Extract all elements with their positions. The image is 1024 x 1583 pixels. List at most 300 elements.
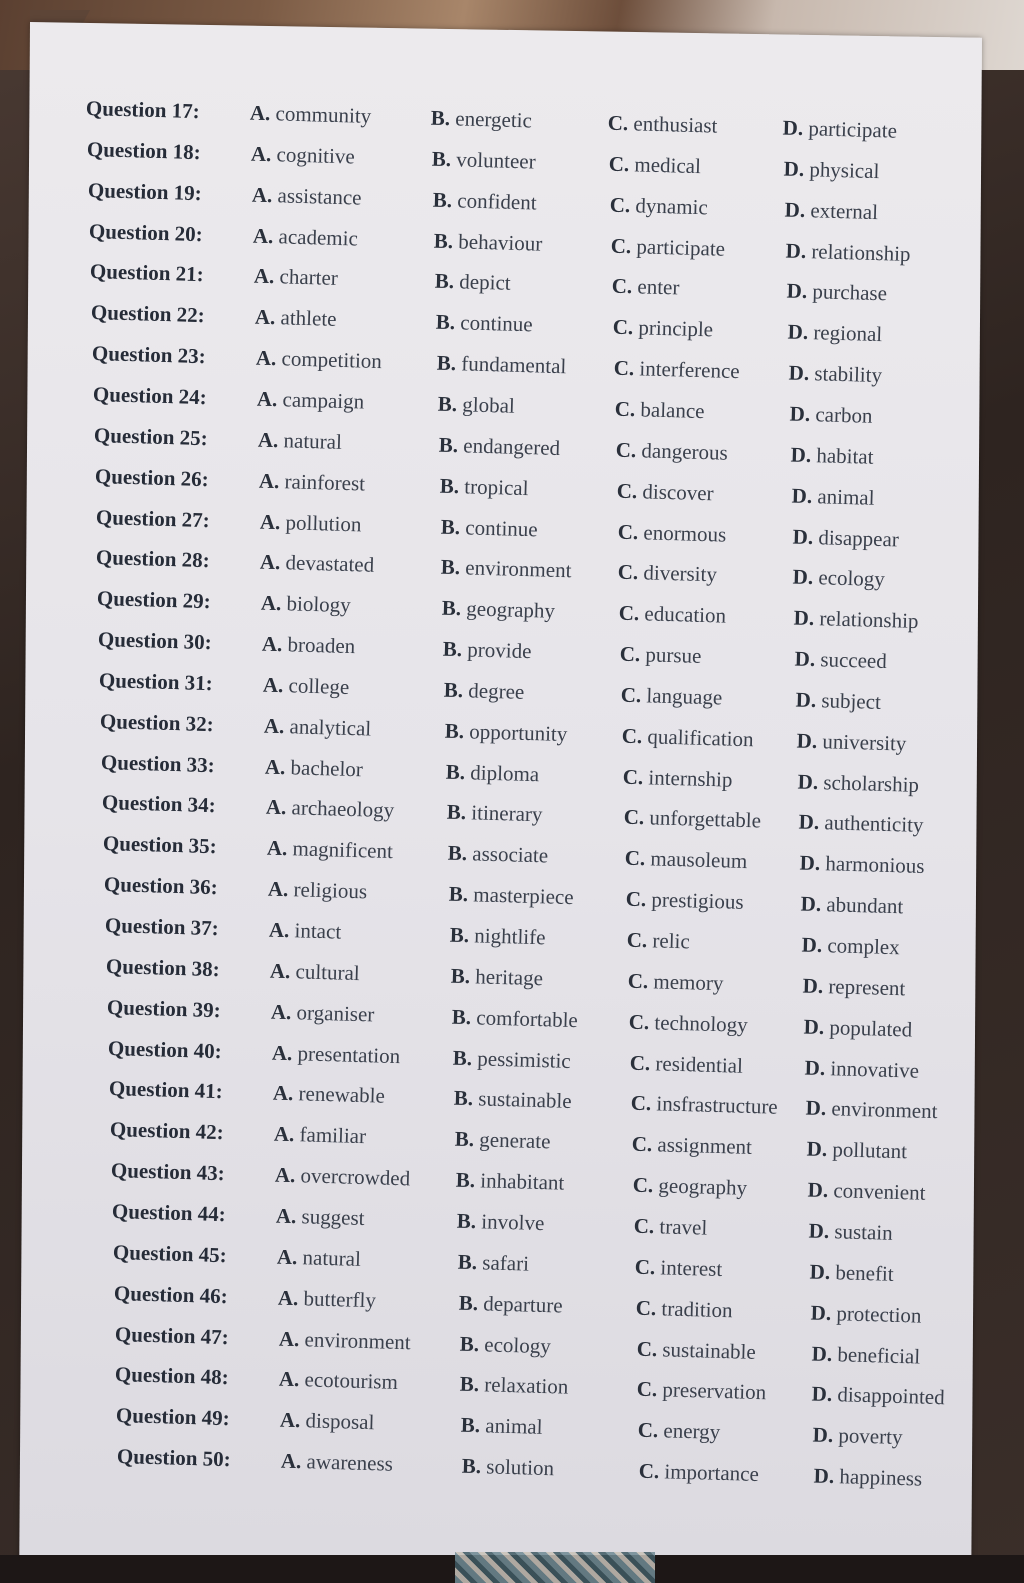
option-letter: B. <box>440 555 461 580</box>
option-c <box>639 1455 760 1490</box>
option-b <box>439 469 529 503</box>
option-letter: D. <box>797 769 819 794</box>
option-d <box>784 193 878 228</box>
option-word: broaden <box>287 632 356 659</box>
option-letter: D. <box>809 1300 832 1325</box>
question-label: Question 44: <box>111 1198 226 1227</box>
option-word: itinerary <box>471 800 543 827</box>
option-b <box>451 1000 578 1036</box>
option-word: natural <box>301 1245 361 1271</box>
option-letter: B. <box>440 514 460 539</box>
option-word: enormous <box>642 519 727 547</box>
option-letter: C. <box>632 1172 654 1198</box>
option-c <box>638 1414 721 1448</box>
option-a <box>269 954 360 989</box>
option-letter: A. <box>267 876 289 902</box>
option-word: pursue <box>645 642 703 668</box>
option-a <box>253 260 338 294</box>
option-letter: B. <box>449 922 470 948</box>
question-label: Question 48: <box>115 1362 230 1390</box>
option-letter: A. <box>272 1080 294 1106</box>
option-word: awareness <box>306 1449 394 1476</box>
option-word: innovative <box>829 1055 920 1083</box>
option-c <box>607 107 718 142</box>
option-c <box>630 1087 778 1123</box>
option-letter: C. <box>620 682 642 708</box>
option-word: rainforest <box>283 468 365 496</box>
option-c <box>627 964 724 999</box>
option-d <box>806 1133 907 1168</box>
option-letter: B. <box>446 800 467 825</box>
option-c <box>616 474 714 509</box>
option-word: participate <box>635 233 726 261</box>
option-word: fundamental <box>460 351 567 379</box>
question-label: Question 49: <box>116 1403 231 1431</box>
option-word: ecology <box>818 565 886 592</box>
option-word: degree <box>468 678 525 704</box>
option-word: campaign <box>281 387 365 414</box>
option-letter: A. <box>280 1448 303 1474</box>
option-letter: D. <box>785 238 807 263</box>
option-word: education <box>644 601 727 628</box>
option-b <box>443 633 533 667</box>
option-d <box>801 929 900 964</box>
option-word: memory <box>653 969 724 996</box>
option-b <box>453 1082 572 1117</box>
option-letter: D. <box>788 360 810 386</box>
option-word: balance <box>639 397 705 424</box>
option-word: bachelor <box>290 754 364 781</box>
option-b <box>448 878 574 913</box>
option-c <box>608 147 701 182</box>
option-word: natural <box>282 428 342 454</box>
question-label: Question 45: <box>112 1239 227 1267</box>
option-b <box>435 306 533 341</box>
option-word: confident <box>456 188 537 215</box>
question-label: Question 18: <box>86 136 201 165</box>
option-word: involve <box>480 1209 545 1236</box>
option-letter: A. <box>254 304 276 330</box>
option-d <box>813 1419 904 1454</box>
option-letter: A. <box>268 917 290 943</box>
option-letter: C. <box>610 233 632 258</box>
option-letter: A. <box>255 345 277 371</box>
option-letter: C. <box>629 1050 651 1075</box>
option-word: athlete <box>280 305 337 332</box>
option-letter: D. <box>813 1463 835 1489</box>
option-word: complex <box>827 933 901 960</box>
option-letter: C. <box>623 805 645 830</box>
option-word: environment <box>303 1326 411 1354</box>
option-c <box>617 515 726 550</box>
option-b <box>448 837 549 872</box>
option-letter: C. <box>616 519 639 544</box>
option-b <box>434 265 511 299</box>
option-a <box>258 464 365 499</box>
option-letter: C. <box>626 927 648 953</box>
option-a <box>254 301 337 335</box>
option-letter: A. <box>276 1244 298 1269</box>
option-word: suggest <box>300 1204 365 1231</box>
option-word: cognitive <box>276 142 355 169</box>
option-a <box>274 1159 410 1195</box>
option-word: technology <box>654 1010 748 1037</box>
option-letter: A. <box>251 182 273 207</box>
option-letter: C. <box>624 845 646 871</box>
option-word: provide <box>467 637 533 664</box>
question-label: Question 31: <box>98 667 214 696</box>
option-letter: A. <box>262 672 284 698</box>
option-word: disappointed <box>837 1382 946 1410</box>
option-word: assistance <box>277 183 362 210</box>
option-letter: A. <box>279 1407 302 1433</box>
option-word: environment <box>465 555 573 583</box>
option-word: habitat <box>815 443 874 469</box>
option-d <box>805 1092 938 1128</box>
question-label: Question 29: <box>97 586 212 614</box>
option-word: ecotourism <box>304 1367 399 1395</box>
option-letter: D. <box>810 1341 832 1366</box>
option-d <box>782 112 897 147</box>
option-a <box>267 832 394 868</box>
option-a <box>256 383 364 418</box>
option-b <box>431 143 536 178</box>
option-word: animal <box>485 1413 544 1440</box>
option-letter: D. <box>803 1014 825 1039</box>
option-c <box>615 433 728 468</box>
option-word: butterfly <box>302 1285 376 1312</box>
question-label: Question 32: <box>99 708 215 736</box>
option-d <box>803 1010 912 1045</box>
option-letter: D. <box>790 483 813 508</box>
option-letter: A. <box>261 631 284 657</box>
option-d <box>812 1378 946 1414</box>
option-letter: D. <box>786 278 808 304</box>
option-letter: B. <box>447 840 468 866</box>
option-b <box>436 347 566 383</box>
option-letter: B. <box>436 350 457 376</box>
option-a <box>262 628 356 663</box>
option-letter: D. <box>808 1259 831 1284</box>
option-letter: C. <box>637 1417 659 1443</box>
option-letter: A. <box>277 1285 299 1310</box>
option-letter: D. <box>792 564 814 590</box>
option-b <box>460 1368 569 1403</box>
option-letter: A. <box>265 795 287 820</box>
option-letter: A. <box>269 958 291 984</box>
option-word: biology <box>286 591 352 618</box>
option-b <box>430 102 532 137</box>
option-letter: A. <box>263 713 285 738</box>
option-b <box>459 1327 551 1362</box>
option-word: sustain <box>833 1219 893 1245</box>
question-label: Question 42: <box>109 1117 224 1145</box>
option-d <box>787 316 882 351</box>
option-word: assignment <box>656 1132 753 1160</box>
option-letter: D. <box>796 728 818 753</box>
option-c <box>624 842 747 877</box>
option-word: benefit <box>834 1260 894 1286</box>
option-b <box>447 796 544 831</box>
option-letter: B. <box>454 1126 475 1152</box>
option-word: travel <box>658 1214 708 1240</box>
option-word: behaviour <box>457 228 543 256</box>
option-a <box>279 1363 399 1398</box>
option-letter: C. <box>607 110 629 136</box>
option-word: happiness <box>839 1464 923 1491</box>
option-d <box>808 1214 893 1248</box>
option-a <box>255 342 382 378</box>
option-word: abundant <box>826 892 904 919</box>
option-d <box>814 1460 923 1495</box>
option-letter: D. <box>807 1177 829 1203</box>
question-label: Question 43: <box>110 1158 225 1186</box>
option-d <box>790 438 874 472</box>
option-letter: C. <box>635 1295 657 1320</box>
option-a <box>276 1240 361 1274</box>
option-d <box>797 724 908 759</box>
option-word: interest <box>659 1255 723 1281</box>
option-d <box>802 969 905 1004</box>
option-letter: C. <box>612 314 634 340</box>
option-a <box>252 219 358 254</box>
option-letter: D. <box>789 442 812 467</box>
question-label: Question 50: <box>117 1444 232 1472</box>
option-word: continue <box>464 514 538 541</box>
option-letter: B. <box>443 677 464 703</box>
option-b <box>461 1409 544 1443</box>
option-b <box>445 714 568 749</box>
option-letter: A. <box>273 1121 295 1147</box>
option-letter: D. <box>795 687 817 712</box>
option-b <box>438 428 560 463</box>
option-word: internship <box>648 764 733 792</box>
option-word: insfrastructure <box>655 1091 778 1120</box>
option-b <box>446 755 540 790</box>
option-word: tropical <box>463 473 529 500</box>
option-word: dynamic <box>635 193 708 220</box>
option-letter: D. <box>794 646 816 672</box>
question-label: Question 41: <box>108 1076 223 1104</box>
option-letter: A. <box>249 100 271 126</box>
option-word: magnificent <box>292 836 394 864</box>
option-letter: C. <box>625 886 647 912</box>
option-word: presentation <box>297 1040 401 1068</box>
option-letter: D. <box>802 973 824 998</box>
option-d <box>794 602 920 637</box>
option-letter: A. <box>264 754 286 779</box>
option-a <box>268 914 341 948</box>
option-letter: C. <box>618 600 640 626</box>
option-word: relationship <box>819 606 920 634</box>
option-d <box>809 1255 894 1289</box>
option-letter: B. <box>459 1372 480 1397</box>
option-d <box>788 357 882 392</box>
option-letter: C. <box>622 764 644 789</box>
option-word: solution <box>486 1454 555 1481</box>
option-word: volunteer <box>455 147 536 174</box>
option-word: associate <box>472 841 549 868</box>
option-c <box>623 760 734 795</box>
option-letter: B. <box>434 269 455 294</box>
question-label: Question 38: <box>105 953 220 982</box>
option-word: heritage <box>474 964 544 991</box>
option-letter: A. <box>260 590 283 616</box>
option-word: organiser <box>296 1000 375 1027</box>
option-word: nightlife <box>474 923 546 950</box>
option-letter: B. <box>433 228 454 253</box>
question-label: Question 36: <box>103 872 219 900</box>
option-word: renewable <box>298 1081 385 1109</box>
option-b <box>462 1450 555 1485</box>
option-letter: A. <box>266 835 288 861</box>
option-word: subject <box>821 688 882 714</box>
option-d <box>793 561 886 596</box>
option-word: participate <box>808 116 898 143</box>
question-label: Question 21: <box>89 259 204 287</box>
option-d <box>811 1337 920 1372</box>
option-letter: B. <box>438 432 459 457</box>
option-a <box>278 1322 411 1358</box>
option-b <box>456 1205 544 1239</box>
option-c <box>635 1291 733 1326</box>
option-c <box>620 638 703 672</box>
option-word: departure <box>482 1290 563 1318</box>
option-letter: C. <box>617 559 639 585</box>
option-letter: C. <box>619 641 641 667</box>
patterned-fabric <box>455 1552 655 1583</box>
option-word: enter <box>636 274 680 300</box>
question-label: Question 20: <box>88 218 203 246</box>
option-letter: B. <box>458 1290 479 1315</box>
option-a <box>273 1118 366 1153</box>
option-letter: C. <box>621 723 643 748</box>
option-letter: D. <box>793 605 815 631</box>
option-letter: B. <box>442 636 463 662</box>
option-a <box>257 423 342 457</box>
option-word: community <box>275 101 372 128</box>
option-letter: B. <box>437 391 458 417</box>
question-label: Question 37: <box>104 913 220 941</box>
question-label: Question 33: <box>100 749 216 777</box>
option-b <box>458 1286 563 1321</box>
option-word: academic <box>278 223 359 251</box>
option-letter: A. <box>258 468 280 493</box>
option-letter: B. <box>457 1249 478 1274</box>
option-word: unforgettable <box>649 805 762 833</box>
option-word: cultural <box>295 959 360 985</box>
option-letter: B. <box>450 963 471 989</box>
option-word: generate <box>478 1127 551 1154</box>
question-label: Question 47: <box>114 1321 229 1349</box>
question-label: Question 35: <box>102 831 218 859</box>
option-word: safari <box>481 1250 529 1276</box>
option-word: comfortable <box>475 1005 579 1032</box>
option-c <box>625 883 744 918</box>
option-letter: D. <box>799 850 821 876</box>
option-a <box>259 505 361 540</box>
option-word: prestigious <box>651 887 744 915</box>
option-c <box>637 1373 767 1409</box>
option-word: animal <box>816 483 875 510</box>
option-letter: B. <box>461 1453 482 1479</box>
option-letter: A. <box>275 1203 297 1229</box>
option-word: charter <box>279 264 339 291</box>
option-c <box>634 1250 722 1284</box>
option-word: pessimistic <box>476 1045 571 1073</box>
option-word: authenticity <box>824 810 924 838</box>
option-word: interference <box>638 356 740 384</box>
option-word: college <box>288 673 350 699</box>
option-word: geography <box>657 1173 748 1200</box>
option-c <box>629 1046 743 1081</box>
option-letter: D. <box>805 1095 827 1121</box>
option-letter: C. <box>638 1458 660 1484</box>
option-a <box>281 1445 394 1480</box>
option-a <box>263 668 350 702</box>
option-letter: B. <box>456 1208 477 1234</box>
option-d <box>800 888 904 923</box>
option-letter: D. <box>787 319 809 345</box>
option-letter: D. <box>808 1218 830 1244</box>
question-label: Question 26: <box>94 463 209 491</box>
option-b <box>433 224 542 259</box>
option-letter: D. <box>801 932 823 958</box>
option-word: religious <box>293 877 368 904</box>
option-word: environment <box>830 1096 938 1124</box>
question-label: Question 22: <box>90 300 205 328</box>
question-label: Question 17: <box>85 96 201 124</box>
option-word: pollution <box>284 509 362 536</box>
option-letter: A. <box>274 1162 296 1188</box>
option-a <box>249 97 371 132</box>
option-c <box>612 311 713 346</box>
option-letter: A. <box>271 1040 293 1065</box>
option-letter: D. <box>812 1422 834 1448</box>
option-d <box>795 643 888 678</box>
option-letter: D. <box>800 891 822 917</box>
option-c <box>631 1128 752 1163</box>
option-word: language <box>646 683 723 710</box>
option-d <box>792 520 899 555</box>
option-letter: D. <box>804 1055 826 1080</box>
option-word: principle <box>637 315 714 342</box>
option-letter: A. <box>279 1366 301 1392</box>
option-word: diploma <box>470 759 540 786</box>
option-letter: C. <box>634 1254 656 1279</box>
option-word: preservation <box>662 1377 767 1405</box>
question-label: Question 40: <box>107 1035 222 1063</box>
option-a <box>277 1281 376 1316</box>
option-letter: D. <box>811 1381 833 1407</box>
option-c <box>621 679 723 714</box>
option-letter: A. <box>278 1326 300 1351</box>
option-b <box>440 510 538 545</box>
option-word: competition <box>280 346 382 374</box>
option-word: disposal <box>305 1408 376 1435</box>
option-word: succeed <box>820 647 888 674</box>
option-word: relic <box>652 928 691 954</box>
option-a <box>272 1077 385 1112</box>
option-word: mausoleum <box>650 846 748 874</box>
option-letter: A. <box>257 427 279 452</box>
option-letter: B. <box>448 881 469 907</box>
option-d <box>796 683 882 717</box>
option-d <box>798 806 924 841</box>
option-word: inhabitant <box>479 1168 565 1195</box>
question-label: Question 28: <box>96 545 211 573</box>
option-word: poverty <box>838 1423 904 1450</box>
